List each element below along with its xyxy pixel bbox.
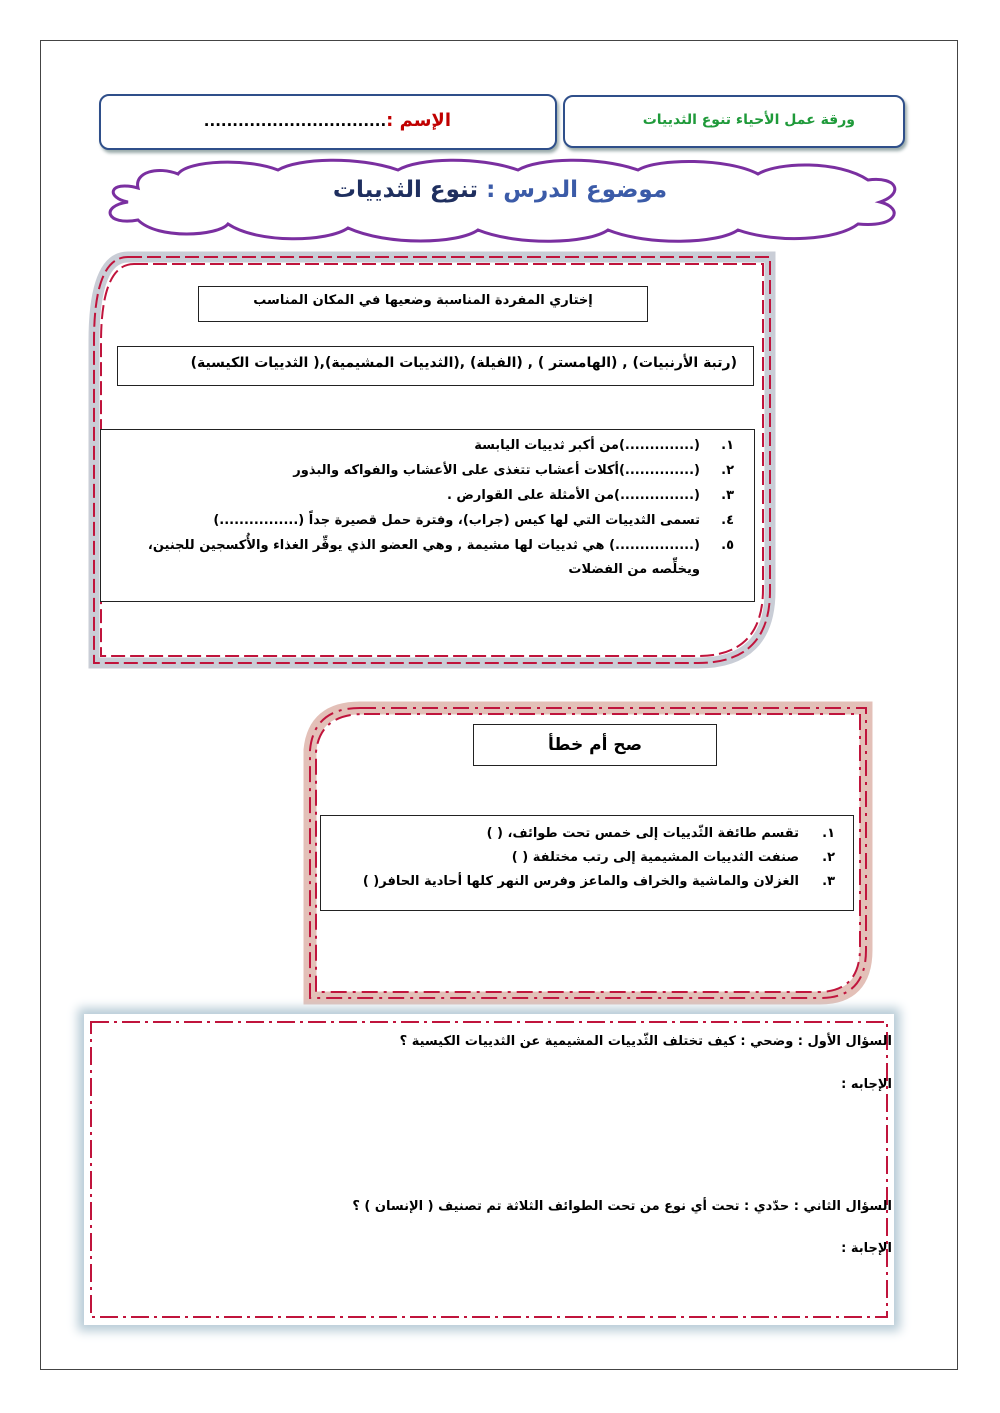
open-question-2: السؤال الثاني : حدّدي : تحت أي نوع من تحت الطوائف الثلاثة تم تصنيف ( الإنسان ) ؟ — [352, 1199, 892, 1214]
name-box — [99, 94, 557, 150]
section3-dashed-border — [84, 1014, 894, 1325]
topic-value: تنوع الثدييات — [332, 177, 479, 203]
section3-frame — [84, 1014, 894, 1325]
worksheet-title: ورقة عمل الأحياء تنوع الثدييات — [642, 112, 855, 128]
name-dots: ................................ — [203, 112, 387, 130]
fill-blank-item-4[interactable]: ٤.تسمى الثدييات التي لها كيس (جراب)، وفترة حمل قصيرة جداً (................) — [213, 513, 734, 528]
name-label: الإسم : — [386, 110, 451, 131]
true-false-item-2[interactable]: ٢.صنفت الثدييات المشيمية إلى رتب مختلفة ( ) — [511, 850, 835, 865]
worksheet-title-box — [563, 95, 905, 148]
fill-blank-item-2[interactable]: ٢.(..............)أكلات أعشاب تتغذى على الأعشاب والفواكه والبذور — [293, 463, 734, 478]
true-false-item-1[interactable]: ١.تقسم طائفة الثّدييات إلى خمس تحت طوائف، ( ) — [486, 826, 835, 841]
answer-2-label[interactable]: الإجابة : — [841, 1241, 892, 1256]
section1-word-bank: (رتبة الأرنبيات) , (الهامستر ) , (الفيلة) ,(الثدييات المشيمية),( الثدييات الكيسية) — [117, 346, 754, 386]
topic-label: موضوع الدرس : — [486, 177, 668, 203]
lesson-topic — [200, 177, 800, 217]
true-false-list — [320, 815, 854, 911]
section1-question-list — [100, 429, 755, 602]
fill-blank-item-5[interactable]: ٥.(................) هي ثدييات لها مشيمة , وهي العضو الذي يوفِّر الغذاء والأُكسجين للجنين، — [147, 538, 734, 553]
answer-1-label[interactable]: الإجابه : — [841, 1077, 892, 1092]
fill-blank-item-3[interactable]: ٣.(...............)من الأمثلة على القوارض . — [446, 488, 734, 503]
fill-blank-item-1[interactable]: ١.(..............)من أكبر ثدييات اليابسة — [474, 438, 734, 453]
section1-instruction: إختاري المفردة المناسبة وضعيها في المكان المناسب — [198, 286, 648, 322]
fill-blank-item-5-continuation: ويخلِّصه من الفضلات — [568, 562, 700, 577]
name-field[interactable] — [204, 110, 451, 131]
open-question-1: السؤال الأول : وضحي : كيف تختلف الثّدييات المشيمية عن الثدييات الكيسية ؟ — [399, 1034, 892, 1049]
true-false-title: صح أم خطأ — [473, 724, 717, 766]
true-false-item-3[interactable]: ٣.الغزلان والماشية والخراف والماعز وفرس النهر كلها أحادية الحافر( ) — [362, 874, 835, 889]
